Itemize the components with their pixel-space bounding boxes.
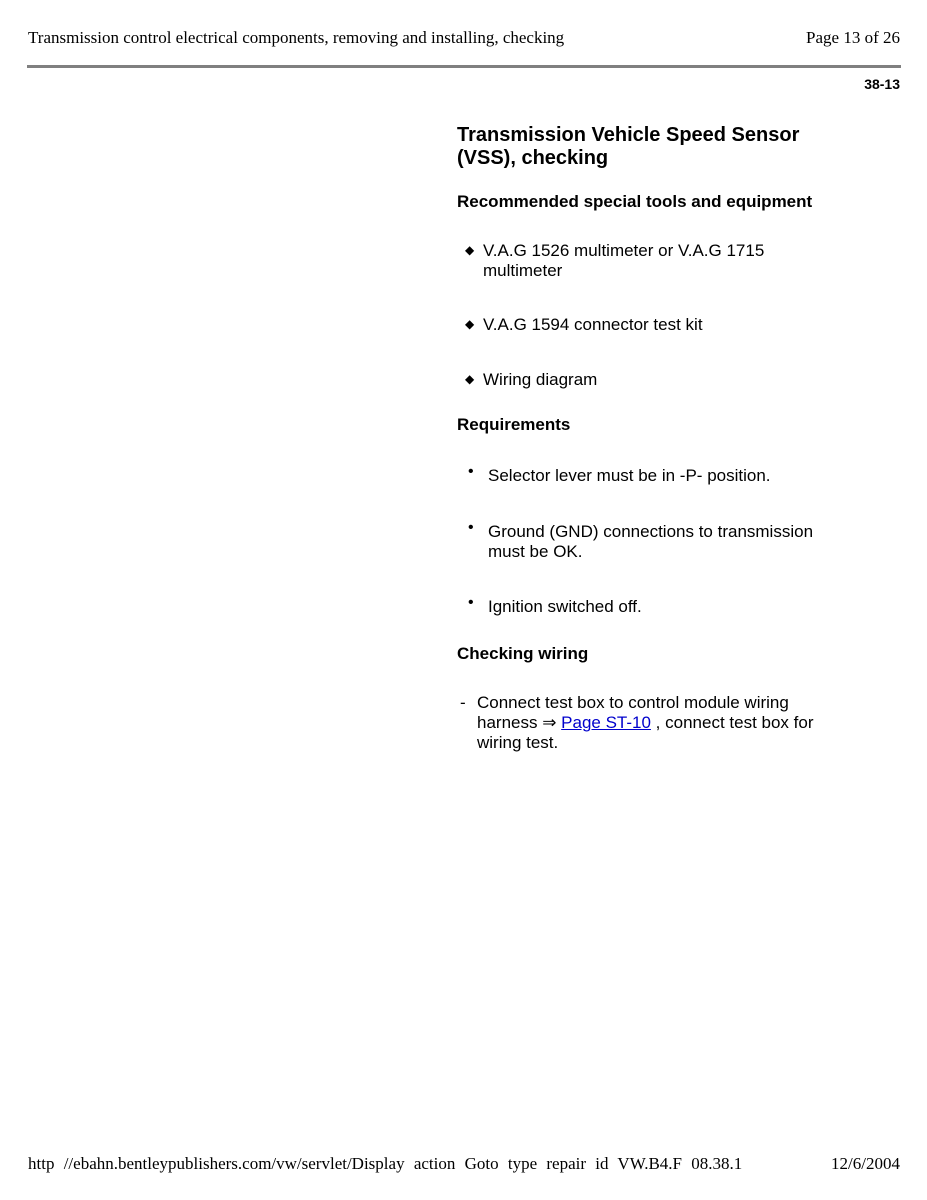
main-heading-line-1: Transmission Vehicle Speed Sensor [457, 124, 800, 146]
list-item [457, 370, 857, 390]
main-content [457, 124, 857, 753]
section-number: 38-13 [864, 76, 900, 92]
list-item [457, 594, 857, 617]
main-heading-line-2: (VSS), checking [457, 147, 609, 169]
diamond-bullet-icon: ◆ [465, 243, 475, 257]
requirement-item-line: Ignition switched off. [488, 597, 642, 616]
step-line: wiring test. [477, 733, 559, 752]
requirement-item-line: must be OK. [488, 542, 583, 561]
tool-item-line: Wiring diagram [483, 370, 598, 389]
tool-item-line: V.A.G 1526 multimeter or V.A.G 1715 [483, 241, 765, 260]
requirement-item-line: Ground (GND) connections to transmission [488, 522, 814, 541]
diamond-bullet-icon: ◆ [465, 317, 475, 331]
header-divider [27, 65, 901, 68]
main-heading [457, 124, 857, 170]
document-title: Transmission control electrical components, removing and installing, checking [28, 28, 565, 47]
list-item [457, 463, 857, 486]
print-date: 12/6/2004 [831, 1154, 900, 1173]
tool-item-line: V.A.G 1594 connector test kit [483, 315, 703, 334]
list-item [457, 241, 857, 281]
tool-item-line: multimeter [483, 261, 563, 280]
requirement-item-line: Selector lever must be in -P- position. [488, 466, 771, 485]
diamond-bullet-icon: ◆ [465, 372, 475, 386]
dot-bullet-icon: • [468, 519, 474, 536]
list-item [457, 315, 857, 335]
dot-bullet-icon: • [468, 594, 474, 611]
page-counter: Page 13 of 26 [806, 28, 900, 47]
page-st-10-link[interactable]: Page ST-10 [561, 713, 651, 732]
dot-bullet-icon: • [468, 463, 474, 480]
page-footer [28, 1154, 900, 1178]
source-url: http //ebahn.bentleypublishers.com/vw/servlet/Display action Goto type repair id VW.B4.F 08.38.1 [28, 1154, 743, 1173]
list-item [457, 519, 857, 562]
step-line: Connect test box to control module wiring [477, 693, 789, 712]
dash-bullet: - [460, 693, 466, 712]
step-line-prefix: harness ⇒ [477, 713, 562, 732]
requirements-heading: Requirements [457, 415, 571, 434]
tools-heading: Recommended special tools and equipment [457, 192, 813, 211]
procedure-step [457, 693, 857, 753]
page-header [28, 28, 900, 52]
checking-wiring-heading: Checking wiring [457, 644, 589, 663]
step-line-suffix: , connect test box for [650, 713, 814, 732]
